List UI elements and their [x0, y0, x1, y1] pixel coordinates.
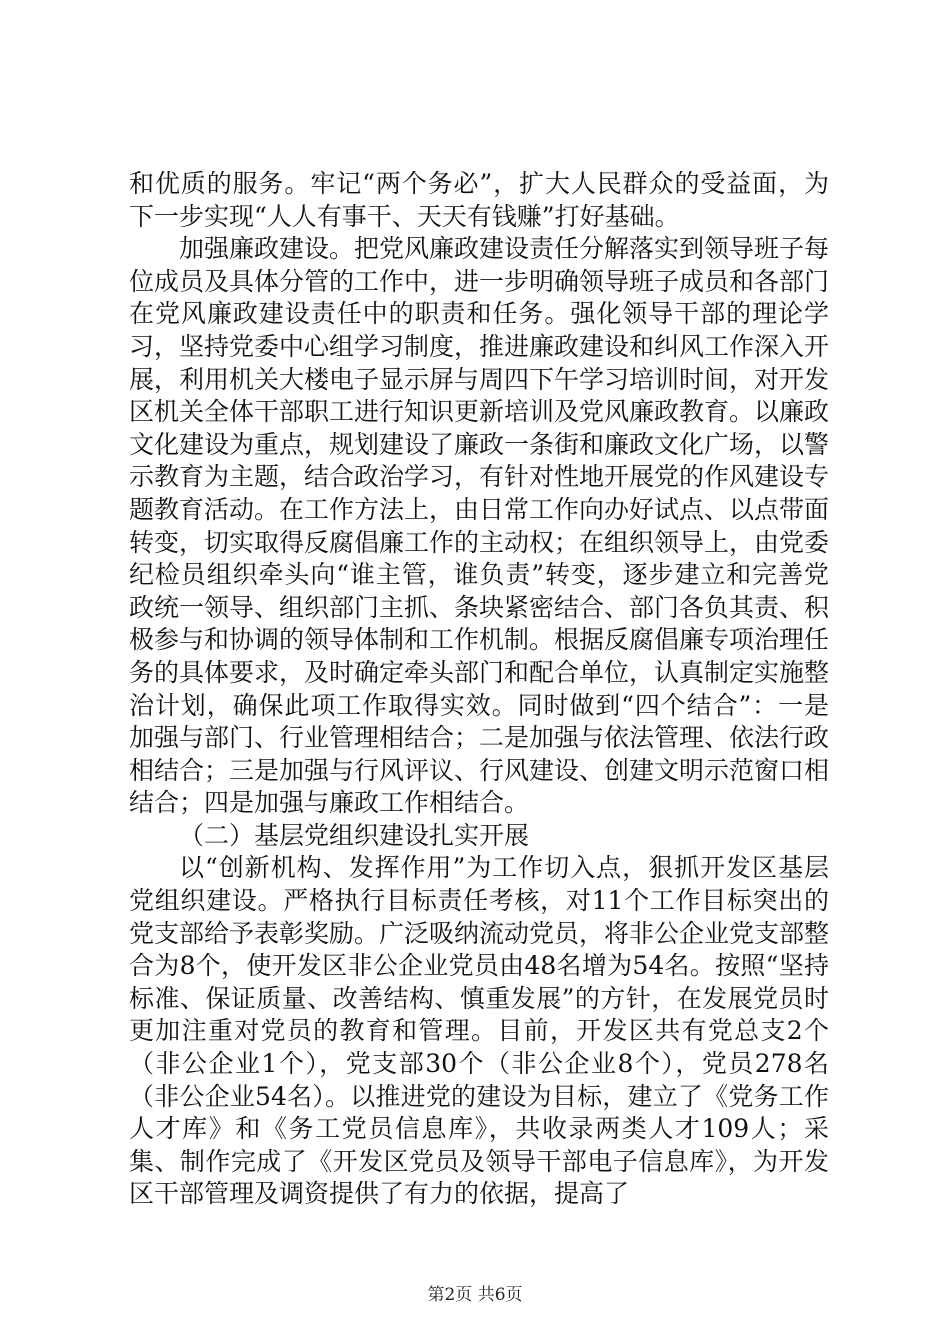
paragraph-integrity-building: 加强廉政建设。把党风廉政建设责任分解落实到领导班子每位成员及具体分管的工作中，进一步明确领导班子成员和各部门在党风廉政建设责任中的职责和任务。强化领导干部的理论学习，坚持党委中心组学习制度，推进廉政建设和纠风工作深入开展，利用机关大楼电子显示屏与周四下午学习培训时间，对开发区机关全体干部职工进行知识更新培训及党风廉政教育。以廉政文化建设为重点，规划建设了廉政一条街和廉政文化广场，以警示教育为主题，结合政治学习，有针对性地开展党的作风建设专题教育活动。在工作方法上，由日常工作向办好试点、以点带面转变，切实取得反腐倡廉工作的主动权；在组织领导上，由党委纪检员组织牵头向“谁主管，谁负责”转变，逐步建立和完善党政统一领导、组织部门主抓、条块紧密结合、部门各负其责、积极参与和协调的领导体制和工作机制。根据反腐倡廉专项治理任务的具体要求，及时确定牵头部门和配合单位，认真制定实施整治计划，确保此项工作取得实效。同时做到“四个结合”：一是加强与部门、行业管理相结合；二是加强与依法管理、依法行政相结合；三是加强与行风评议、行风建设、创建文明示范窗口相结合；四是加强与廉政工作相结合。	[129, 234, 830, 818]
page-footer: 第2页 共6页	[427, 1285, 523, 1305]
paragraph-continuation: 和优质的服务。牢记“两个务必”，扩大人民群众的受益面，为下一步实现“人人有事干、天天有钱赚”打好基础。	[129, 169, 829, 231]
section-heading: （二）基层党组织建设扎实开展	[179, 820, 530, 850]
document-body	[129, 168, 829, 1211]
paragraph-party-organization: 以“创新机构、发挥作用”为工作切入点，狠抓开发区基层党组织建设。严格执行目标责任考核，对11个工作目标突出的党支部给予表彰奖励。广泛吸纳流动党员，将非公企业党支部整合为8个，使开发区非公企业党员由48名增为54名。按照“坚持标准、保证质量、改善结构、慎重发展”的方针，在发展党员时更加注重对党员的教育和管理。目前，开发区共有党总支2个（非公企业1个），党支部30个（非公企业8个），党员278名（非公企业54名）。以推进党的建设为目标，建立了《党务工作人才库》和《务工党员信息库》，共收录两类人才109人；采集、制作完成了《开发区党员及领导干部电子信息库》，为开发区干部管理及调资提供了有力的依据，提高了	[129, 853, 830, 1209]
